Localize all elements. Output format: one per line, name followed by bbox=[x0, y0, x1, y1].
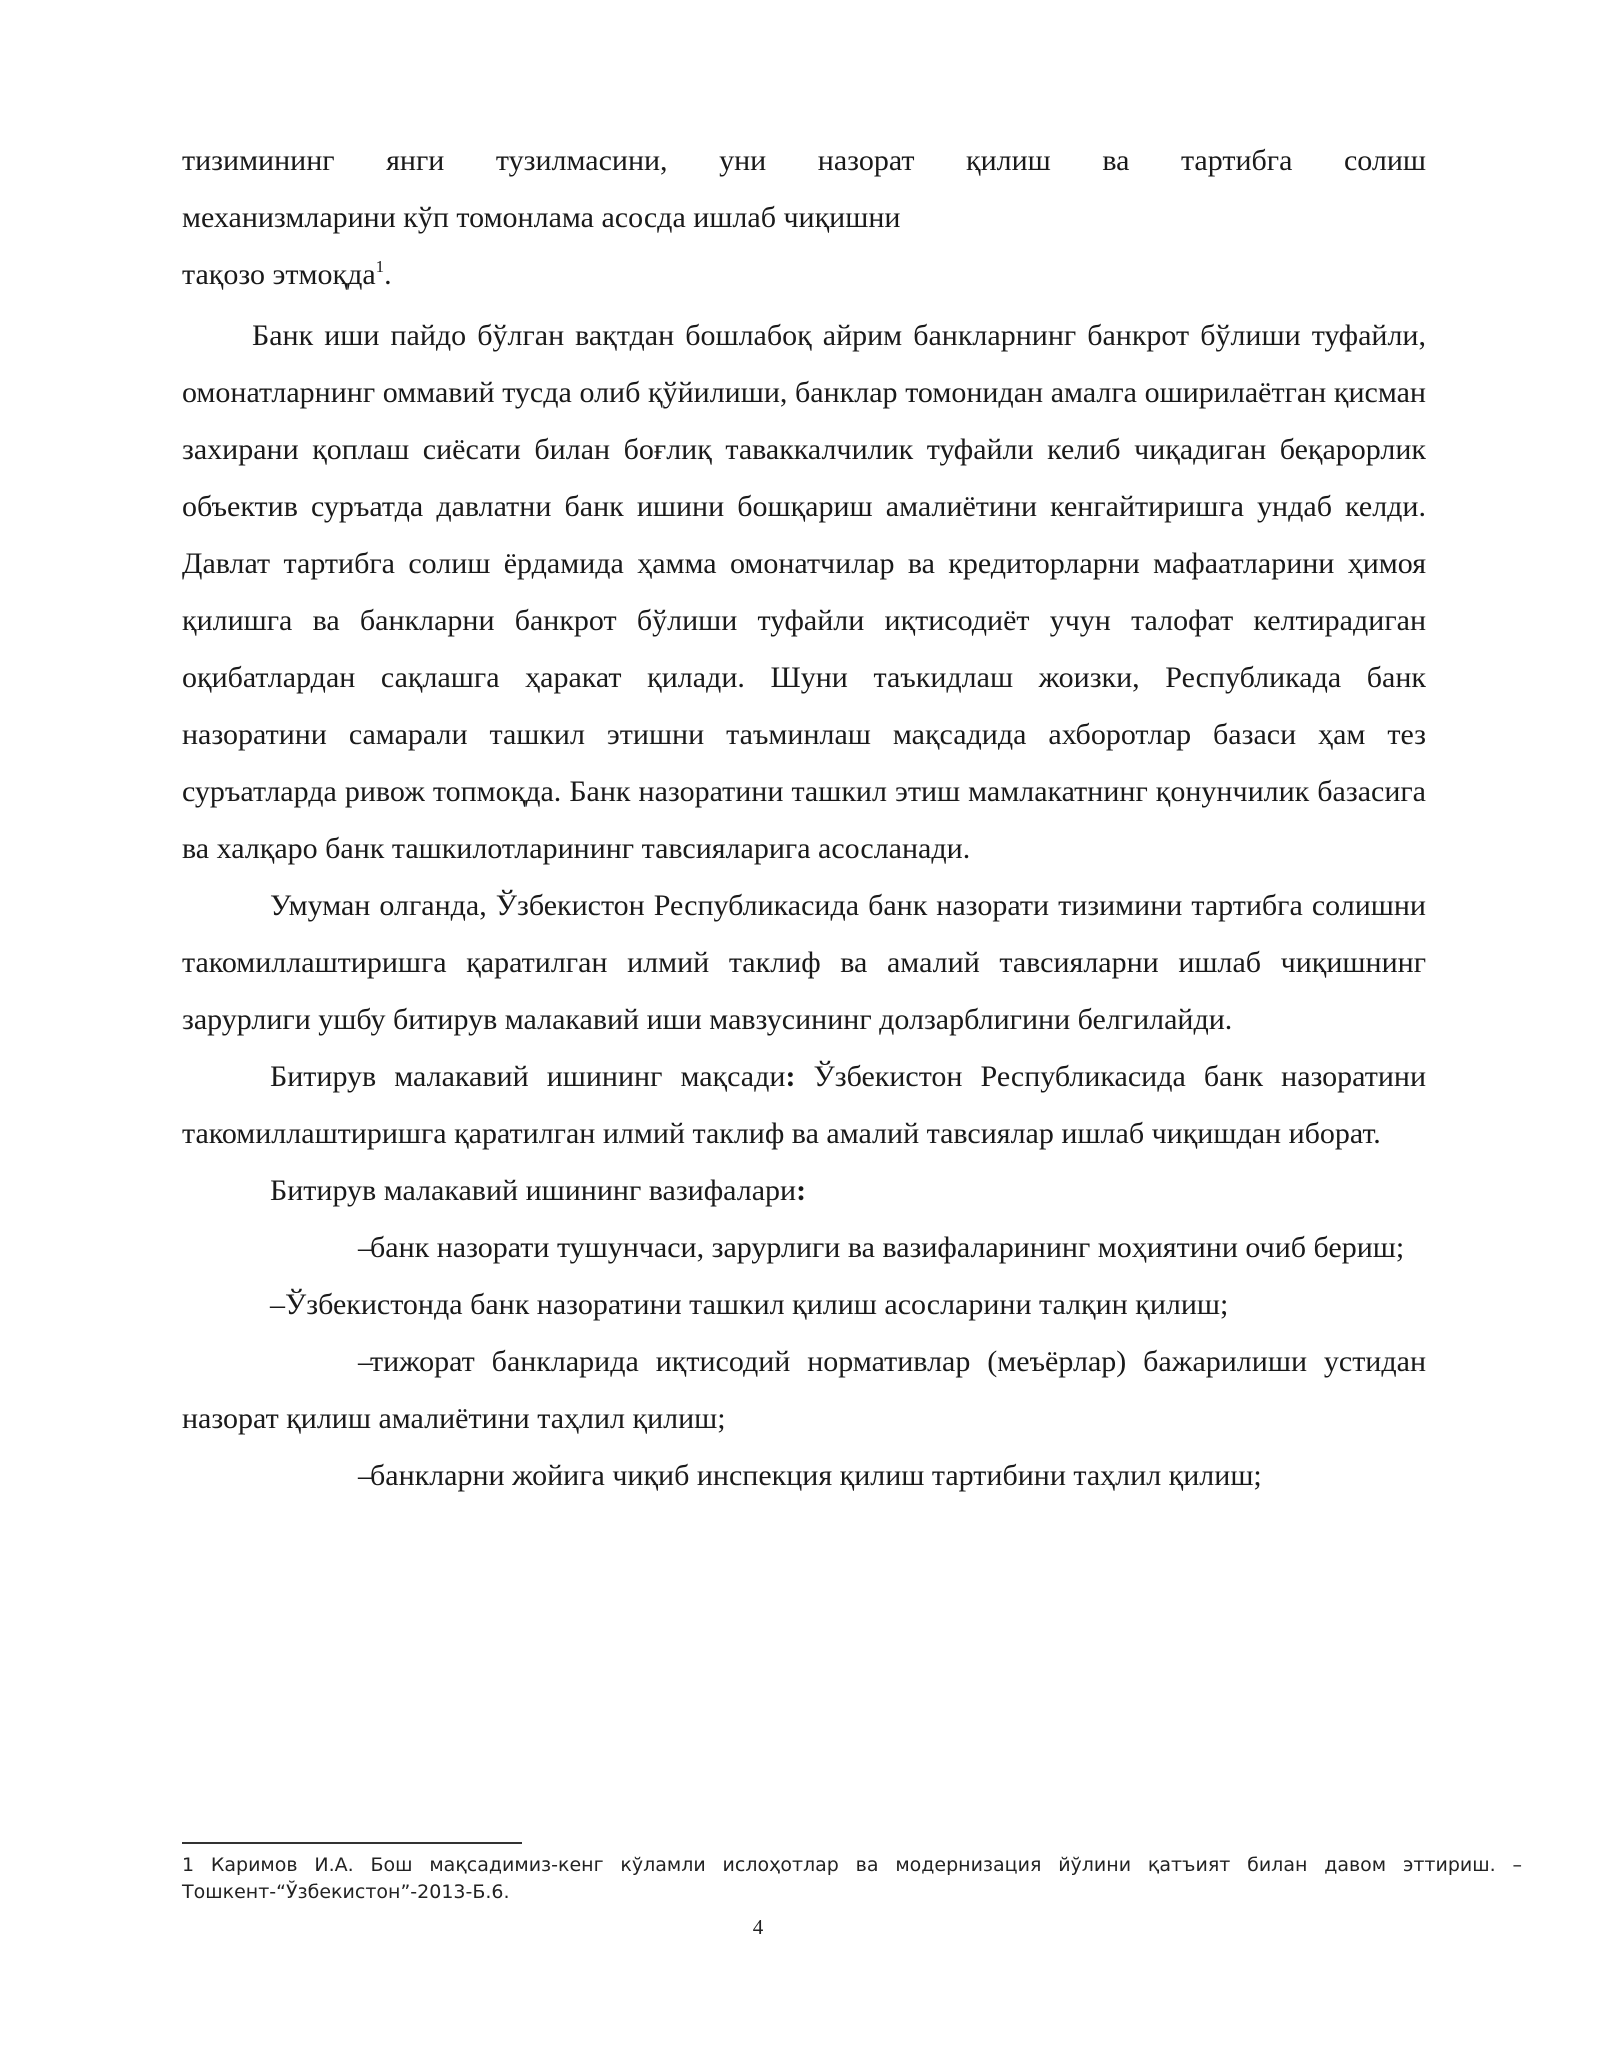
task-text: банкларни жойига чиқиб инспекция қилиш тартибини таҳлил қилиш; bbox=[370, 1459, 1262, 1492]
page-number: 4 bbox=[752, 1915, 764, 1939]
paragraph-intro-line2 bbox=[182, 189, 1426, 246]
text-period: . bbox=[384, 258, 392, 291]
paragraph-intro-line3 bbox=[182, 246, 1426, 303]
body-text bbox=[182, 132, 1426, 1504]
paragraph-tasks-heading bbox=[182, 1162, 1426, 1219]
paragraph-bank-history: Банк иши пайдо бўлган вақтдан бошлабоқ айрим банкларнинг банкрот бўлиши туфайли, омонатларнинг оммавий тусда олиб қўйилиши, банклар томонидан амалга оширилаётган қисман захирани қоплаш сиёсати билан боғлиқ таваккалчилик туфайли келиб чиқадиган беқарорлик объектив суръатда давлатни банк ишини бошқариш амалиётини кенгайтиришга ундаб келди. Давлат тартибга солиш ёрдамида ҳамма омонатчилар ва кредиторларни мафаатларини ҳимоя қилишга ва банкларни банкрот бўлиши туфайли иқтисодиёт учун талофат келтирадиган оқибатлардан сақлашга ҳаракат қилади. Шуни таъкидлаш жоизки, Республикада банк назоратини самарали ташкил этишни таъминлаш мақсадида ахборотлар базаси ҳам тез суръатларда ривож топмоқда. Банк назоратини ташкил этиш мамлакатнинг қонунчилик базасига ва халқаро банк ташкилотларининг тавсияларига асосланади. bbox=[182, 319, 1426, 865]
goal-label: Битирув малакавий ишининг мақсади bbox=[270, 1060, 786, 1093]
dash-marker: – bbox=[358, 1231, 373, 1264]
task-item-2 bbox=[182, 1276, 1426, 1333]
text-line: тақозо этмоқда bbox=[182, 258, 376, 291]
footnote-reference: 1 bbox=[375, 257, 385, 276]
task-text: банк назорати тушунчаси, зарурлиги ва вазифаларининг моҳиятини очиб бериш; bbox=[370, 1231, 1405, 1264]
goal-text: Ўзбекистон Республикасида банк назоратини такомиллаштиришга қаратилган илмий таклиф ва амалий тавсиялар ишлаб чиқишдан иборат. bbox=[182, 1060, 1426, 1150]
tasks-label: Битирув малакавий ишининг вазифалари bbox=[270, 1174, 797, 1207]
goal-colon: : bbox=[785, 1060, 796, 1093]
footnote: 1 Каримов И.А. Бош мақсадимиз-кенг кўламли ислоҳотлар ва модернизация йўлини қатъият билан давом эттириш. – Тошкент-“Ўзбекистон”-2013-Б.6. bbox=[182, 1854, 1522, 1903]
paragraph-intro-line1 bbox=[182, 132, 1426, 189]
task-item-4 bbox=[182, 1447, 1426, 1504]
task-text: Ўзбекистонда банк назоратини ташкил қилиш асосларини талқин қилиш; bbox=[285, 1288, 1229, 1321]
dash-marker: – bbox=[358, 1459, 373, 1492]
tasks-colon: : bbox=[796, 1174, 807, 1207]
task-item-1 bbox=[182, 1219, 1426, 1276]
footnote-separator bbox=[182, 1842, 522, 1844]
dash-marker: – bbox=[270, 1288, 285, 1321]
paragraph-goal bbox=[182, 1048, 1426, 1162]
paragraph-relevance: Умуман олганда, Ўзбекистон Республикасида банк назорати тизимини тартибга солишни такомиллаштиришга қаратилган илмий таклиф ва амалий тавсияларни ишлаб чиқишнинг зарурлиги ушбу битирув малакавий иши мавзусининг долзарблигини белгилайди. bbox=[182, 889, 1426, 1036]
text-line: тизимининг янги тузилмасини, уни назорат қилиш ва тартибга солиш bbox=[182, 144, 1426, 177]
task-item-3 bbox=[182, 1333, 1426, 1447]
task-text: тижорат банкларида иқтисодий нормативлар (меъёрлар) бажарилиши устидан назорат қилиш амалиётини таҳлил қилиш; bbox=[182, 1345, 1426, 1435]
dash-marker: – bbox=[358, 1345, 373, 1378]
text-line: механизмларини кўп томонлама асосда ишлаб чиқишни bbox=[182, 201, 901, 234]
